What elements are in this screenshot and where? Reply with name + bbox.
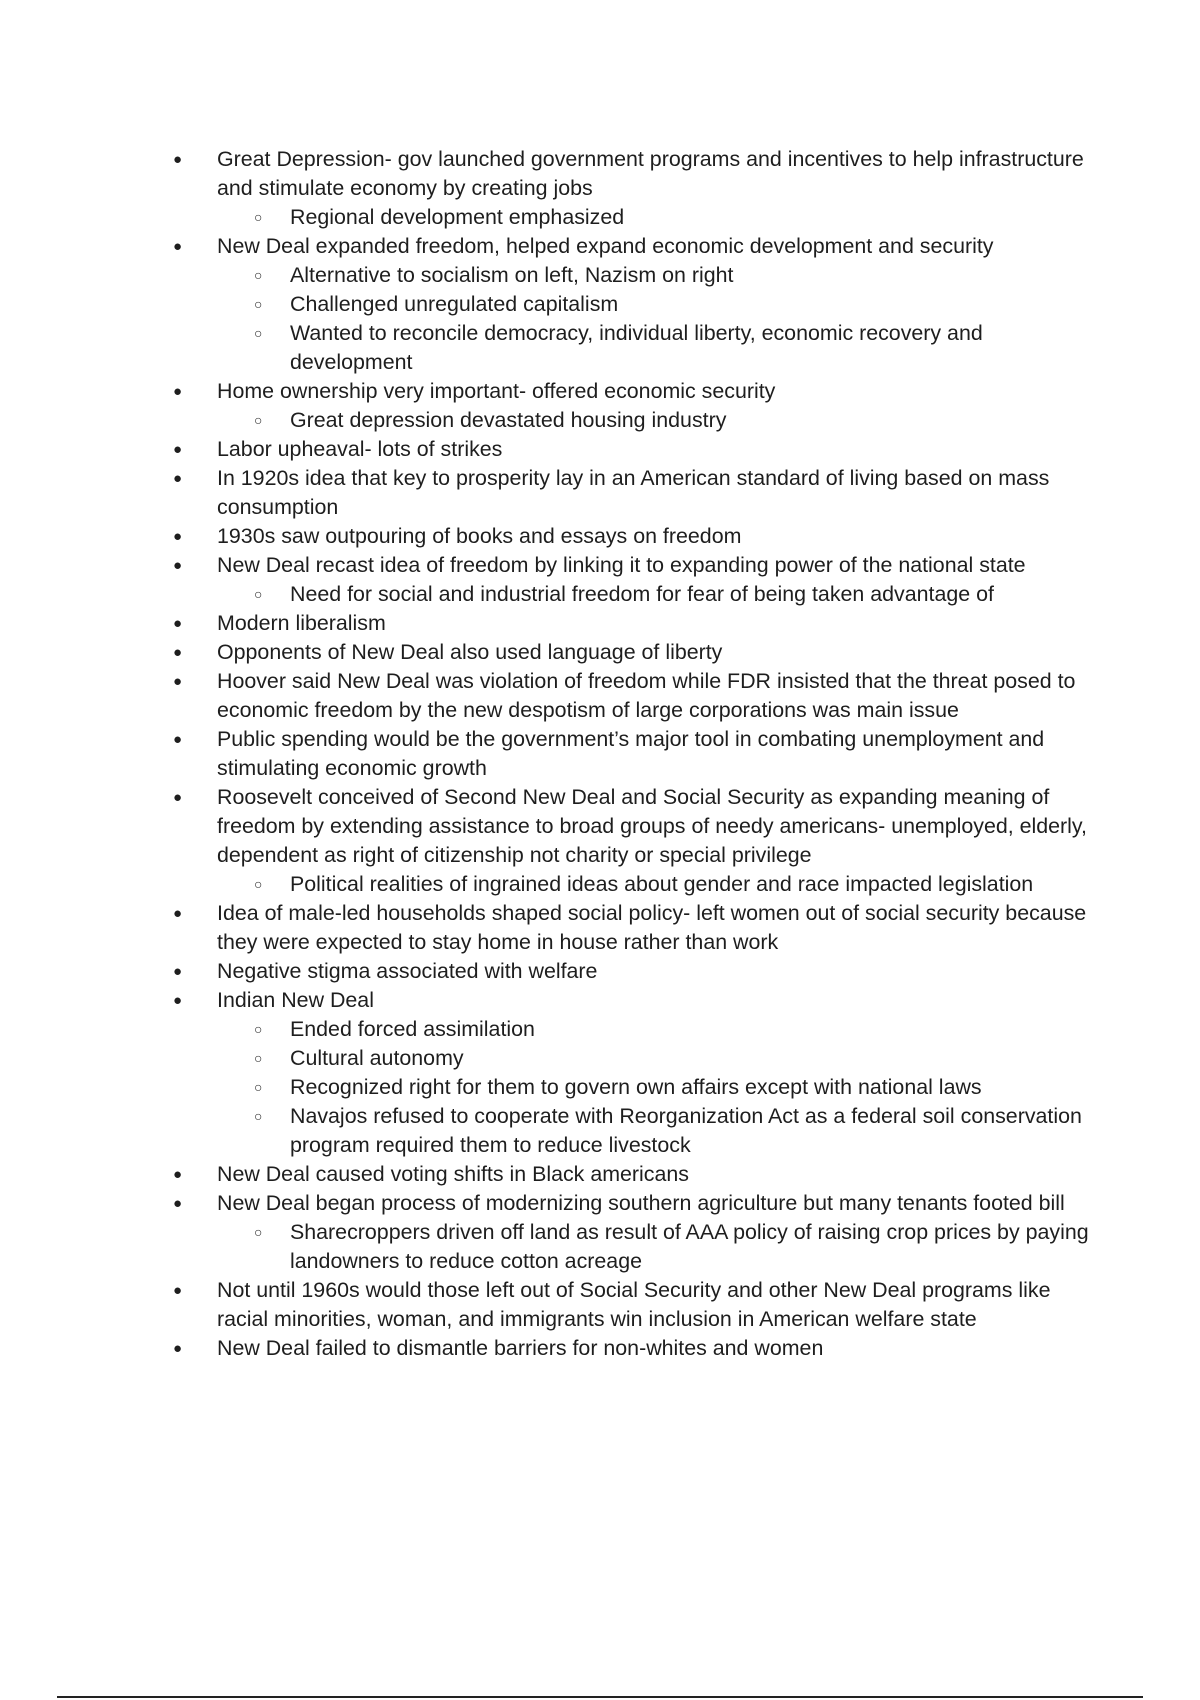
- bullet-item: [173, 1189, 1093, 1276]
- sub-list: [217, 261, 1093, 377]
- sub-list: [217, 1015, 1093, 1160]
- bullet-item: [173, 609, 1093, 638]
- sub-list: [217, 406, 1093, 435]
- bullet-text: Opponents of New Deal also used language of liberty: [217, 640, 723, 664]
- bullet-item: [173, 1276, 1093, 1334]
- sub-list: [217, 580, 1093, 609]
- bullet-text: Hoover said New Deal was violation of freedom while FDR insisted that the threat posed to economic freedom by the new despotism of large corporations was main issue: [217, 669, 1076, 722]
- bullet-item: [173, 464, 1093, 522]
- footer-rule: [57, 1696, 1143, 1698]
- bullet-item: [173, 522, 1093, 551]
- sub-bullet-item: ○ Need for social and industrial freedom for fear of being taken advantage of: [217, 580, 1093, 609]
- bullet-text: Indian New Deal: [217, 988, 374, 1012]
- sub-bullet-item: ○ Alternative to socialism on left, Nazism on right: [217, 261, 1093, 290]
- bullet-item: [173, 667, 1093, 725]
- bullet-item: [173, 1334, 1093, 1363]
- bullet-item: [173, 783, 1093, 899]
- bullet-text: Great Depression- gov launched government programs and incentives to help infrastructure and stimulate economy by creating jobs: [217, 147, 1084, 200]
- bullet-text: Roosevelt conceived of Second New Deal and Social Security as expanding meaning of freedom by extending assistance to broad groups of needy americans- unemployed, elderly, dependent as right of citizenship not charity or special privilege: [217, 785, 1087, 867]
- sub-list: [217, 1218, 1093, 1276]
- bullet-text: New Deal began process of modernizing southern agriculture but many tenants footed bill: [217, 1191, 1065, 1215]
- sub-bullet-item: ○ Great depression devastated housing industry: [217, 406, 1093, 435]
- bullet-text: New Deal recast idea of freedom by linking it to expanding power of the national state: [217, 553, 1026, 577]
- bullet-text: Idea of male-led households shaped social policy- left women out of social security because they were expected to stay home in house rather than work: [217, 901, 1087, 954]
- notes-list: [173, 145, 1093, 1363]
- bullet-text: New Deal expanded freedom, helped expand economic development and security: [217, 234, 994, 258]
- bullet-item: [173, 145, 1093, 232]
- sub-bullet-item: ○ Cultural autonomy: [217, 1044, 1093, 1073]
- sub-bullet-item: ○ Navajos refused to cooperate with Reorganization Act as a federal soil conservation program required them to reduce livestock: [217, 1102, 1093, 1160]
- sub-list: [217, 203, 1093, 232]
- bullet-item: [173, 638, 1093, 667]
- sub-bullet-item: ○ Challenged unregulated capitalism: [217, 290, 1093, 319]
- sub-bullet-item: ○ Political realities of ingrained ideas about gender and race impacted legislation: [217, 870, 1093, 899]
- bullet-item: [173, 1160, 1093, 1189]
- bullet-text: Public spending would be the government’s major tool in combating unemployment and stimulating economic growth: [217, 727, 1045, 780]
- sub-bullet-item: ○ Wanted to reconcile democracy, individual liberty, economic recovery and development: [217, 319, 1093, 377]
- bullet-item: [173, 232, 1093, 377]
- bullet-item: [173, 551, 1093, 609]
- bullet-item: [173, 899, 1093, 957]
- bullet-item: [173, 435, 1093, 464]
- bullet-item: [173, 377, 1093, 435]
- bullet-text: 1930s saw outpouring of books and essays on freedom: [217, 524, 742, 548]
- bullet-item: [173, 725, 1093, 783]
- bullet-text: Modern liberalism: [217, 611, 386, 635]
- sub-bullet-item: ○ Regional development emphasized: [217, 203, 1093, 232]
- bullet-item: [173, 986, 1093, 1160]
- sub-list: [217, 870, 1093, 899]
- sub-bullet-item: ○ Recognized right for them to govern own affairs except with national laws: [217, 1073, 1093, 1102]
- bullet-text: In 1920s idea that key to prosperity lay in an American standard of living based on mass consumption: [217, 466, 1050, 519]
- sub-bullet-item: ○ Ended forced assimilation: [217, 1015, 1093, 1044]
- bullet-text: Home ownership very important- offered economic security: [217, 379, 776, 403]
- bullet-text: Negative stigma associated with welfare: [217, 959, 598, 983]
- bullet-text: Not until 1960s would those left out of Social Security and other New Deal programs like racial minorities, woman, and immigrants win inclusion in American welfare state: [217, 1278, 1051, 1331]
- bullet-item: [173, 957, 1093, 986]
- bullet-text: New Deal failed to dismantle barriers for non-whites and women: [217, 1336, 824, 1360]
- bullet-text: Labor upheaval- lots of strikes: [217, 437, 503, 461]
- bullet-text: New Deal caused voting shifts in Black americans: [217, 1162, 689, 1186]
- sub-bullet-item: ○ Sharecroppers driven off land as result of AAA policy of raising crop prices by paying landowners to reduce cotton acreage: [217, 1218, 1093, 1276]
